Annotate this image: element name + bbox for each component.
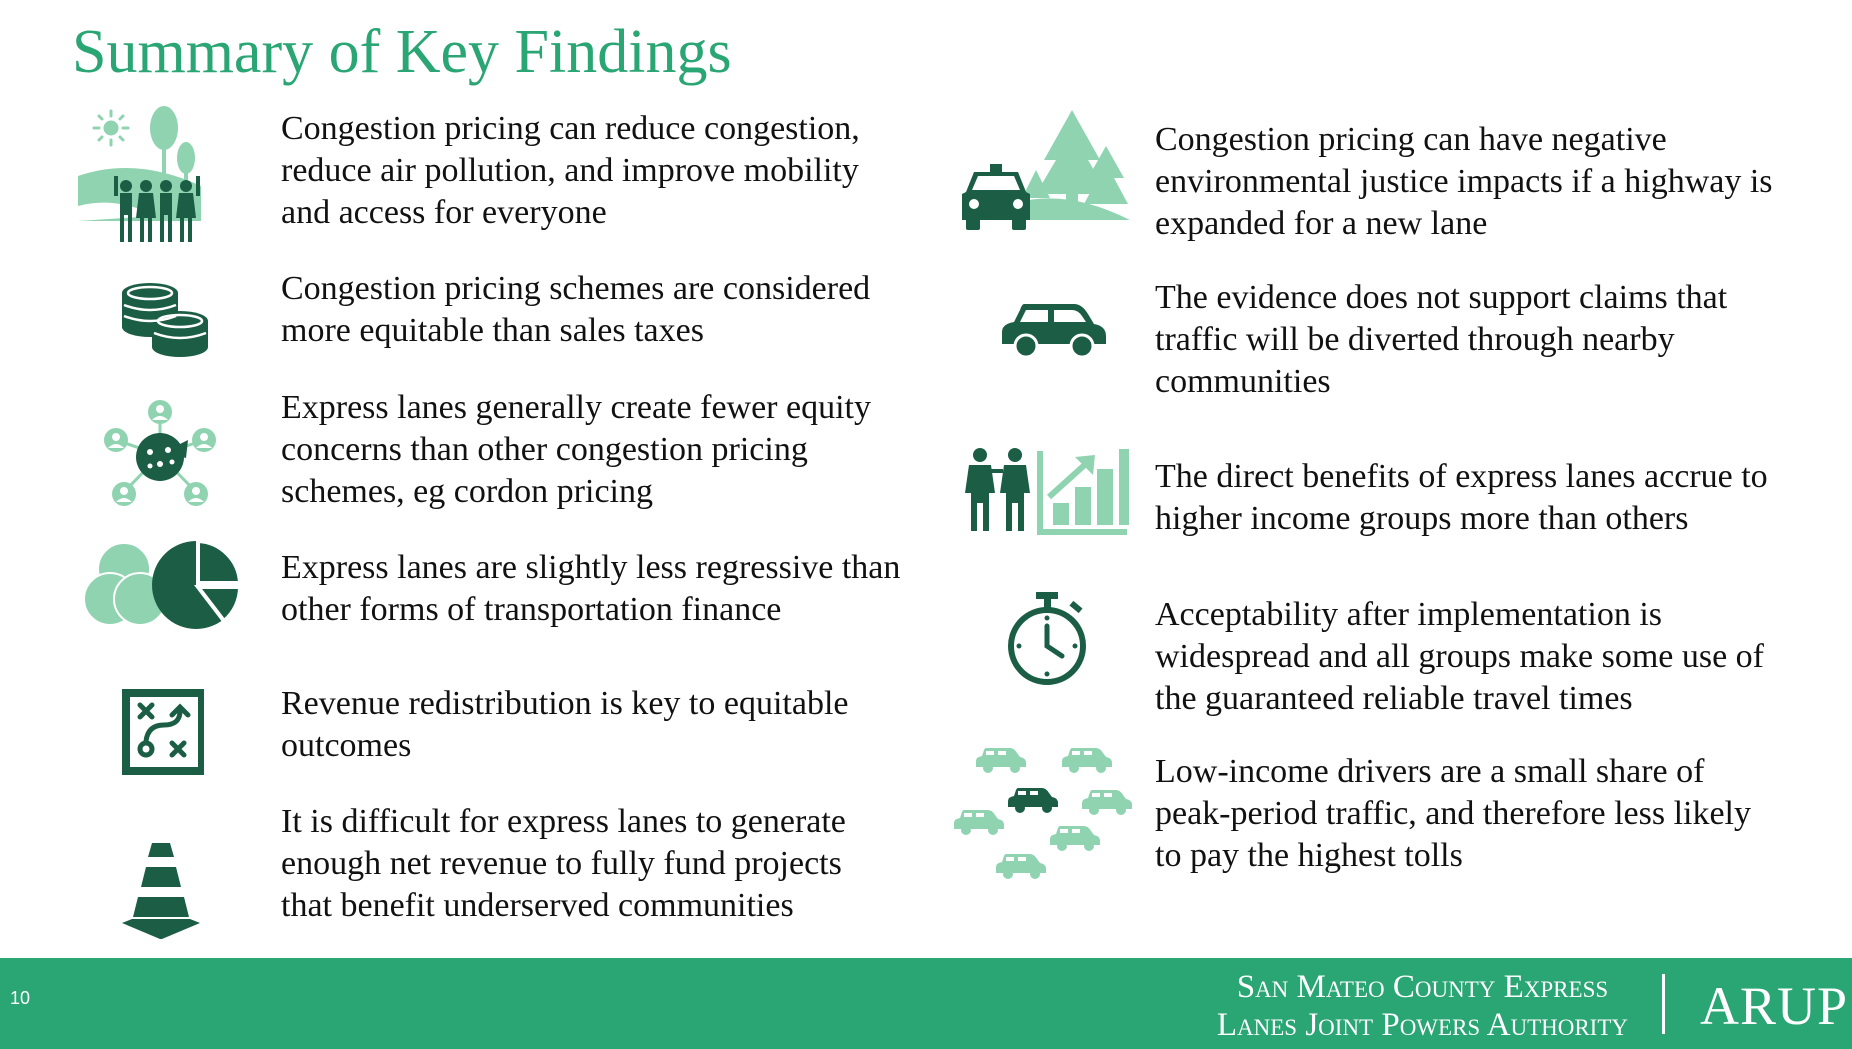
- organization-name-line1: San Mateo County Express: [1236, 969, 1609, 1005]
- finding-equitable-vs-sales-tax: Congestion pricing schemes are considered more equitable than sales taxes: [281, 270, 871, 349]
- car-forest-icon: [960, 110, 1130, 230]
- finding-revenue-difficult: It is difficult for express lanes to generate enough net revenue to fully fund projects that benefit underserved communities: [281, 803, 846, 924]
- organization-name-line2: Lanes Joint Powers Authority: [1216, 1007, 1628, 1043]
- people-growth-chart-icon: [963, 447, 1131, 537]
- arup-logo: ARUP: [1700, 976, 1849, 1036]
- finding-reduce-congestion: Congestion pricing can reduce congestion, reduce air pollution, and improve mobility and access for everyone: [281, 110, 860, 231]
- finding-fewer-equity-concerns: Express lanes generally create fewer equity concerns than other congestion pricing schemes, eg cordon pricing: [281, 389, 871, 510]
- finding-less-regressive: Express lanes are slightly less regressive than other forms of transportation finance: [281, 549, 901, 628]
- finding-environmental-justice: Congestion pricing can have negative environmental justice impacts if a highway is expanded for a new lane: [1155, 121, 1773, 242]
- car-icon: [1002, 302, 1106, 358]
- pie-network-icon: [102, 400, 222, 510]
- finding-revenue-redistribution: Revenue redistribution is key to equitable outcomes: [281, 685, 849, 764]
- people-trees-sun-icon: [76, 106, 206, 246]
- slide-title: Summary of Key Findings: [72, 18, 732, 86]
- finding-acceptability: Acceptability after implementation is widespread and all groups make some use of the guaranteed reliable travel times: [1155, 596, 1764, 717]
- organization-name: [1217, 968, 1628, 1044]
- finding-traffic-diversion: The evidence does not support claims that traffic will be diverted through nearby communities: [1155, 279, 1728, 400]
- footer-divider: [1662, 974, 1665, 1034]
- many-cars-icon: [952, 742, 1142, 882]
- page-number: 10: [10, 988, 31, 1008]
- strategy-board-icon: [122, 689, 207, 777]
- finding-higher-income-benefits: The direct benefits of express lanes accrue to higher income groups more than others: [1155, 458, 1768, 537]
- coin-stacks-icon: [120, 283, 210, 358]
- footer-bar: [0, 958, 1852, 1049]
- venn-pie-icon: [88, 541, 243, 631]
- traffic-cone-icon: [122, 843, 202, 939]
- stopwatch-icon: [1006, 592, 1090, 686]
- finding-low-income-drivers: Low-income drivers are a small share of peak-period traffic, and therefore less likely to pay the highest tolls: [1155, 753, 1751, 874]
